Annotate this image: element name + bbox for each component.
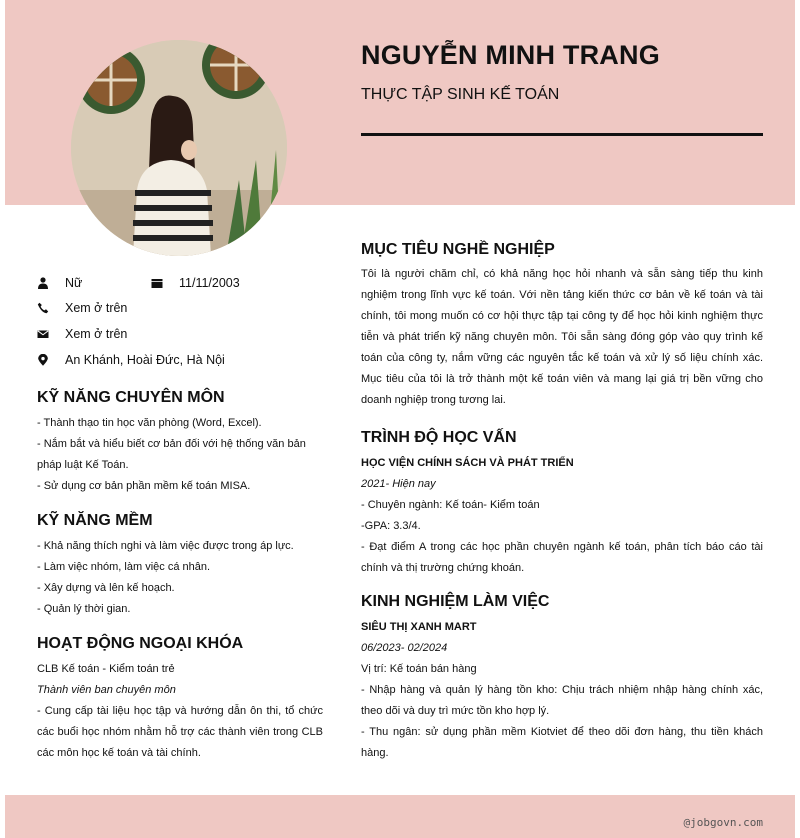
activity-org: CLB Kế toán - Kiểm toán trẻ bbox=[37, 663, 175, 675]
contact-address bbox=[37, 353, 225, 367]
portrait-illustration bbox=[71, 40, 287, 256]
soft-skill-item: - Khả năng thích nghi và làm việc được trong áp lực. bbox=[37, 540, 294, 552]
experience-company: SIÊU THỊ XANH MART bbox=[361, 621, 477, 633]
footer-band bbox=[5, 795, 795, 838]
soft-skill-item: - Xây dựng và lên kế hoạch. bbox=[37, 582, 175, 594]
soft-skills-heading: KỸ NĂNG MỀM bbox=[37, 512, 153, 529]
skill-item: - Nắm bắt và hiểu biết cơ bản đối với hệ thống văn bản pháp luật Kế Toán. bbox=[37, 438, 306, 471]
activities-heading: HOẠT ĐỘNG NGOẠI KHÓA bbox=[37, 635, 244, 652]
education-block bbox=[361, 453, 763, 579]
education-major: - Chuyên ngành: Kế toán- Kiểm toán bbox=[361, 499, 540, 511]
experience-period: 06/2023- 02/2024 bbox=[361, 642, 448, 654]
activity-description: - Cung cấp tài liệu học tập và hướng dẫn ôn thi, tổ chức các buổi học nhóm nhằm hỗ trợ các thành viên trong CLB các môn học kế toán và tài chính. bbox=[37, 705, 323, 759]
experience-task: - Nhập hàng và quản lý hàng tồn kho: Chịu trách nhiệm nhập hàng chính xác, theo dõi và duy trì mức tồn kho hợp lý. bbox=[361, 684, 763, 717]
objective-heading: MỤC TIÊU NGHỀ NGHIỆP bbox=[361, 241, 555, 258]
soft-skill-item: - Làm việc nhóm, làm việc cá nhân. bbox=[37, 561, 211, 573]
skills-list bbox=[37, 413, 323, 497]
activity-role: Thành viên ban chuyên môn bbox=[37, 684, 176, 696]
calendar-icon bbox=[151, 277, 163, 289]
candidate-name: NGUYỄN MINH TRANG bbox=[361, 40, 660, 70]
birthdate-value: 11/11/2003 bbox=[179, 276, 240, 290]
person-icon bbox=[37, 277, 49, 289]
address-value: An Khánh, Hoài Đức, Hà Nội bbox=[65, 353, 225, 367]
contact-phone bbox=[37, 301, 127, 315]
experience-position: Vị trí: Kế toán bán hàng bbox=[361, 663, 477, 675]
activities-block bbox=[37, 659, 323, 764]
education-period: 2021- Hiện nay bbox=[361, 478, 436, 490]
gender-value: Nữ bbox=[65, 276, 83, 290]
education-school: HỌC VIỆN CHÍNH SÁCH VÀ PHÁT TRIỂN bbox=[361, 457, 574, 469]
contact-birthdate bbox=[151, 276, 240, 290]
education-achievement: - Đạt điểm A trong các học phần chuyên ngành kế toán, phân tích báo cáo tài chính và thị trường chứng khoán. bbox=[361, 541, 763, 574]
footer-credit: @jobgovn.com bbox=[683, 816, 763, 829]
soft-skills-list bbox=[37, 536, 323, 620]
objective-text: Tôi là người chăm chỉ, có khả năng học hỏi nhanh và sẵn sàng tiếp thu kinh nghiệm trong lĩnh vực kế toán. Với nền tảng kiến thức cơ bản về kế toán và tài chính, tôi mong muốn có cơ hội thực tập tại công ty để học hỏi kinh nghiệm thực tiễn và phát triển kỹ năng chuyên môn. Tôi sẵn sàng đóng góp vào quy trình kế toán của công ty, nắm vững các nguyên tắc kế toán và xử lý số liệu chính xác. Mục tiêu của tôi là trở thành một kế toán viên và mang lại giá trị bền vững cho doanh nghiệp trong tương lai. bbox=[361, 268, 763, 406]
education-heading: TRÌNH ĐỘ HỌC VẤN bbox=[361, 429, 517, 446]
phone-icon bbox=[37, 302, 49, 314]
soft-skill-item: - Quản lý thời gian. bbox=[37, 603, 131, 615]
skills-heading: KỸ NĂNG CHUYÊN MÔN bbox=[37, 389, 225, 406]
contact-email bbox=[37, 327, 127, 341]
email-value: Xem ở trên bbox=[65, 327, 128, 341]
candidate-job-title: THỰC TẬP SINH KẾ TOÁN bbox=[361, 86, 560, 103]
skill-item: - Thành thạo tin học văn phòng (Word, Excel). bbox=[37, 417, 262, 429]
location-pin-icon bbox=[37, 354, 49, 366]
phone-value: Xem ở trên bbox=[65, 301, 128, 315]
skill-item: - Sử dụng cơ bản phần mềm kế toán MISA. bbox=[37, 480, 251, 492]
profile-photo bbox=[71, 40, 287, 256]
experience-block bbox=[361, 617, 763, 764]
title-divider bbox=[361, 133, 763, 136]
experience-task: - Thu ngân: sử dụng phần mềm Kiotviet để theo dõi đơn hàng, thu tiền khách hàng. bbox=[361, 726, 763, 759]
envelope-icon bbox=[37, 328, 49, 340]
education-gpa: -GPA: 3.3/4. bbox=[361, 520, 421, 532]
contact-gender bbox=[37, 276, 82, 290]
experience-heading: KINH NGHIỆM LÀM VIỆC bbox=[361, 593, 550, 610]
